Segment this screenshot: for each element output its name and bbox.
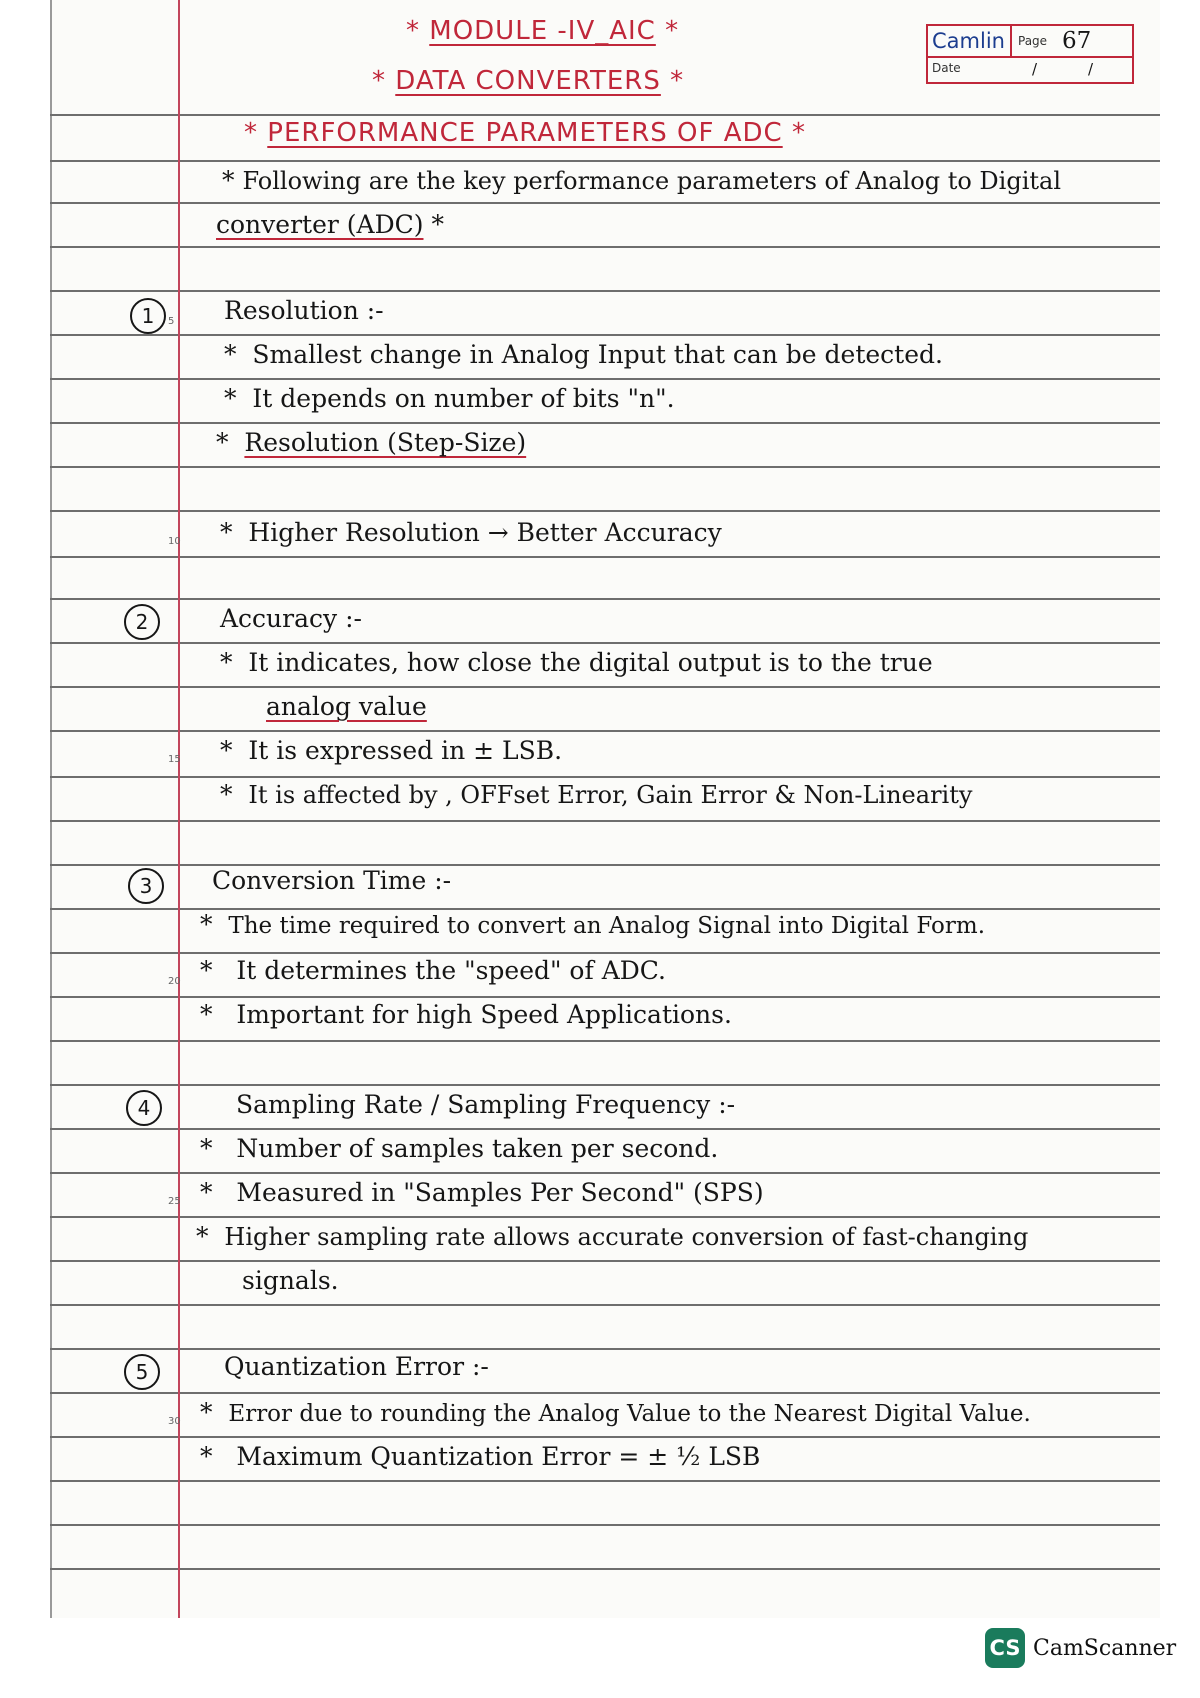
bullet-text: Higher sampling rate allows accurate conversion of fast-changing <box>224 1223 1029 1251</box>
star-icon: * <box>670 66 685 96</box>
ruled-line <box>50 1040 1160 1042</box>
section-number-badge: 4 <box>126 1090 162 1126</box>
star-icon: * <box>372 66 386 96</box>
bullet-star-icon: * <box>200 1134 213 1163</box>
ruled-line <box>50 776 1160 778</box>
bullet-text: signals. <box>242 1266 339 1295</box>
ruled-line <box>50 466 1160 468</box>
section-heading: Conversion Time :- <box>212 866 452 895</box>
bullet-star-icon: * <box>431 210 444 239</box>
star-icon: * <box>791 118 806 148</box>
bullet-item <box>200 1442 760 1471</box>
notebook-page <box>50 0 1160 1618</box>
margin-number: 20 <box>168 976 181 987</box>
ruled-line <box>50 996 1160 998</box>
bullet-star-icon: * <box>224 340 237 369</box>
page-number: 67 <box>1062 28 1092 54</box>
ruled-line <box>50 952 1160 954</box>
ruled-line <box>50 202 1160 204</box>
bullet-item <box>220 780 972 809</box>
ruled-line <box>50 1436 1160 1438</box>
chapter-title <box>372 66 684 96</box>
bullet-item <box>220 518 722 547</box>
bullet-item <box>200 956 666 985</box>
section-heading: Quantization Error :- <box>224 1352 489 1381</box>
bullet-text: Measured in "Samples Per Second" (SPS) <box>236 1178 764 1207</box>
margin-number: 25 <box>168 1196 181 1207</box>
bullet-item <box>200 910 985 939</box>
bullet-text: It determines the "speed" of ADC. <box>236 956 666 985</box>
page-label: Page <box>1018 34 1048 48</box>
intro-text: Following are the key performance parameters of Analog to Digital <box>242 167 1061 195</box>
star-icon: * <box>406 16 420 46</box>
bullet-item <box>216 428 526 457</box>
bullet-text: Number of samples taken per second. <box>236 1134 719 1163</box>
bullet-item <box>266 692 427 721</box>
bullet-text: Important for high Speed Applications. <box>236 1000 732 1029</box>
bullet-star-icon: * <box>200 910 213 939</box>
intro-text: converter (ADC) <box>216 210 424 239</box>
bullet-star-icon: * <box>200 1178 213 1207</box>
margin-line <box>178 0 180 1618</box>
bullet-star-icon: * <box>196 1222 209 1251</box>
bullet-text: Higher Resolution → Better Accuracy <box>248 518 722 547</box>
date-label: Date <box>932 61 961 75</box>
bullet-text: Smallest change in Analog Input that can be detected. <box>252 340 943 369</box>
bullet-star-icon: * <box>222 166 235 195</box>
page-info-box <box>926 24 1134 84</box>
ruled-line <box>50 510 1160 512</box>
bullet-item <box>220 736 562 765</box>
section-title-text: PERFORMANCE PARAMETERS OF ADC <box>267 118 783 148</box>
ruled-line <box>50 246 1160 248</box>
section-number-badge: 3 <box>128 868 164 904</box>
bullet-star-icon: * <box>200 956 213 985</box>
ruled-line <box>50 556 1160 558</box>
ruled-line <box>50 1260 1160 1262</box>
ruled-line <box>50 1348 1160 1350</box>
bullet-item <box>196 1222 1028 1251</box>
ruled-line <box>50 422 1160 424</box>
section-heading: Accuracy :- <box>220 604 362 633</box>
ruled-line <box>50 686 1160 688</box>
bullet-star-icon: * <box>216 428 229 457</box>
ruled-line <box>50 1128 1160 1130</box>
bullet-item <box>224 340 943 369</box>
section-number-badge: 2 <box>124 604 160 640</box>
ruled-line <box>50 1304 1160 1306</box>
ruled-line <box>50 642 1160 644</box>
bullet-star-icon: * <box>220 518 233 547</box>
ruled-line <box>50 1568 1160 1570</box>
bullet-text: analog value <box>266 692 427 721</box>
ruled-line <box>50 1172 1160 1174</box>
bullet-item <box>224 384 675 413</box>
bullet-star-icon: * <box>200 1442 213 1471</box>
ruled-line <box>50 1524 1160 1526</box>
section-number-badge: 1 <box>130 298 166 334</box>
bullet-star-icon: * <box>220 648 233 677</box>
bullet-text: It is affected by , OFFset Error, Gain Error & Non-Linearity <box>248 781 973 809</box>
date-separator: / <box>1088 60 1094 78</box>
intro-line-1 <box>222 166 1061 195</box>
section-number-badge: 5 <box>124 1354 160 1390</box>
ruled-line <box>50 1216 1160 1218</box>
ruled-line <box>50 334 1160 336</box>
camscanner-logo-icon: CS <box>985 1628 1025 1668</box>
bullet-item <box>200 1000 732 1029</box>
ruled-line <box>50 1392 1160 1394</box>
bullet-text: Maximum Quantization Error = ± ½ LSB <box>236 1442 761 1471</box>
bullet-item <box>200 1134 718 1163</box>
margin-number: 10 <box>168 536 181 547</box>
ruled-line <box>50 730 1160 732</box>
star-icon: * <box>665 16 680 46</box>
margin-number: 5 <box>168 316 175 327</box>
page-left-edge <box>50 0 52 1618</box>
ruled-line <box>50 1480 1160 1482</box>
section-title <box>244 118 806 148</box>
bullet-text: The time required to convert an Analog Signal into Digital Form. <box>228 913 986 939</box>
bullet-item <box>220 648 933 677</box>
camscanner-name: CamScanner <box>1033 1636 1177 1661</box>
date-separator: / <box>1032 60 1038 78</box>
ruled-line <box>50 114 1160 116</box>
ruled-line <box>50 378 1160 380</box>
ruled-line <box>50 290 1160 292</box>
section-heading: Resolution :- <box>224 296 384 325</box>
ruled-line <box>50 160 1160 162</box>
section-heading: Sampling Rate / Sampling Frequency :- <box>236 1090 736 1119</box>
bullet-item <box>200 1398 1031 1427</box>
notebook-brand: Camlin <box>928 26 1012 56</box>
margin-number: 15 <box>168 754 181 765</box>
bullet-star-icon: * <box>200 1000 213 1029</box>
ruled-line <box>50 1084 1160 1086</box>
star-icon: * <box>244 118 258 148</box>
bullet-item <box>242 1266 339 1295</box>
bullet-text: Error due to rounding the Analog Value to the Nearest Digital Value. <box>228 1401 1031 1427</box>
chapter-title-text: DATA CONVERTERS <box>395 66 661 96</box>
bullet-star-icon: * <box>224 384 237 413</box>
intro-line-2 <box>216 210 444 239</box>
bullet-text: Resolution (Step-Size) <box>244 428 527 457</box>
bullet-item <box>200 1178 764 1207</box>
bullet-star-icon: * <box>200 1398 213 1427</box>
bullet-text: It depends on number of bits "n". <box>252 384 675 413</box>
module-title-text: MODULE -IV_AIC <box>429 16 656 46</box>
bullet-text: It is expressed in ± LSB. <box>248 736 563 765</box>
bullet-text: It indicates, how close the digital output is to the true <box>248 648 933 677</box>
ruled-line <box>50 820 1160 822</box>
module-title <box>406 16 679 46</box>
page-box-divider <box>928 56 1132 58</box>
bullet-star-icon: * <box>220 736 233 765</box>
bullet-star-icon: * <box>220 780 233 809</box>
ruled-line <box>50 598 1160 600</box>
margin-number: 30 <box>168 1416 181 1427</box>
